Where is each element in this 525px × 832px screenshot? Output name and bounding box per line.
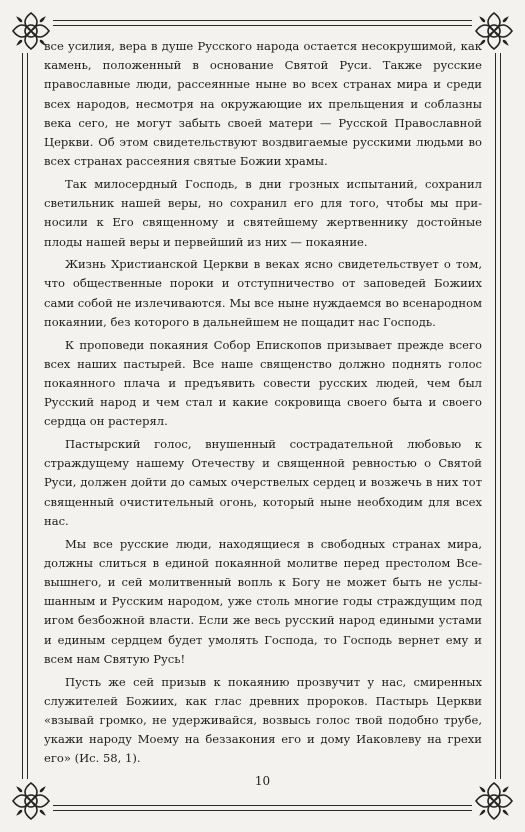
- paragraph: К проповеди покаяния Собор Епископов призывает прежде всего всех наших пастырей. Все наше священство должно поднять голос покаянного плача и предъявить совести русских людей, чем был Русский народ и чем стал и какие сокровища своего быта и своего сердца он растерял.: [44, 337, 482, 429]
- page-number: 10: [254, 774, 271, 788]
- paragraph: Мы все русские люди, находящиеся в свободных странах мира, должны слиться в единой покаянной молитве перед престолом Всевышнего, и сей молитвенный вопль к Богу не может быть не услышанным и Русским народом, уже столь многие годы страждущим под игом безбожной власти. Если же весь русский народ едиными устами и единым сердцем будет умолять Господа, то Господь вернет ему и всем нам Святую Русь!: [44, 536, 482, 666]
- paragraph: Пастырский голос, внушенный сострадательной любовью к страждущему нашему Отечеству и священной ревностью о Святой Руси, должен дойти до самых очерствелых сердец и возжечь в них тот священный очистительный огонь, который ныне необходим для всех нас.: [44, 437, 482, 528]
- body-text: [44, 37, 482, 772]
- paragraph: все усилия, вера в душе Русского народа остается несокрушимой, как камень, положенный в основание Святой Руси. Также русские православные люди, рассеянные ныне во всех странах мира и среди всех народов, несмотря на окружающие их прельщения и соблазны века сего, не могут забыть своей матери — Русской Православной Церкви. Об этом свидетельствуют воздвигаемые русскими людьми во всех странах рассеяния святые Божии храмы.: [44, 39, 482, 169]
- paragraph: Пусть же сей призыв к покаянию прозвучит у нас, смиренных служителей Божиих, как глас древних пророков. Пастырь Церкви «взывай громко, не удерживайся, возвысь голос твой подобно трубе, укажи народу Моему на беззакония его и дому Иаковлеву на грехи его» (Ис. 58, 1).: [44, 674, 482, 766]
- paragraph: Жизнь Христианской Церкви в веках ясно свидетельствует о том, что общественные пороки и отступничество от заповедей Божиих сами собой не излечиваются. Мы все ныне нуждаемся во всенародном покаянии, без которого в дальнейшем не пощадит нас Господь.: [44, 257, 482, 329]
- paragraph: Так милосердный Господь, в дни грозных испытаний, сохранил светильник нашей веры, но сохранил его для того, чтобы мы приносили к Его священному и святейшему жертвеннику достойные плоды нашей веры и первейший из них — покаяние.: [44, 176, 482, 249]
